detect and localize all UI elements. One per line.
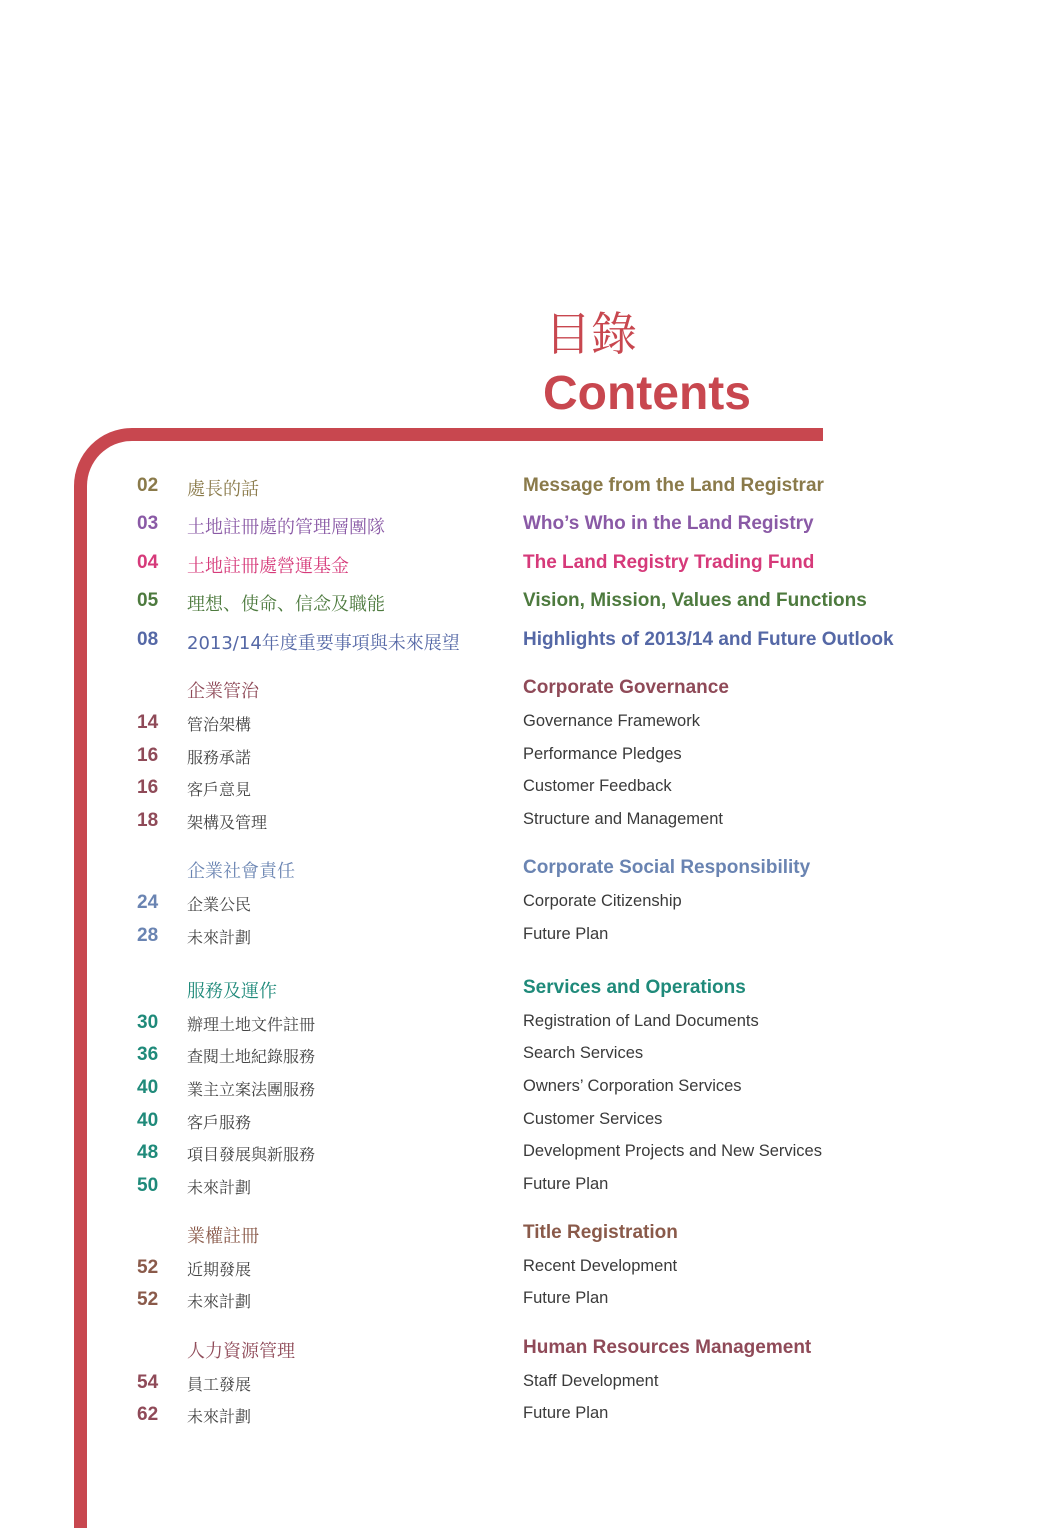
toc-section-heading[interactable] <box>0 1337 1040 1367</box>
entry-title-chinese: 企業社會責任 <box>187 861 295 882</box>
entry-title-english: Vision, Mission, Values and Functions <box>523 590 867 611</box>
entry-title-chinese: 土地註冊處的管理層團隊 <box>187 517 385 538</box>
toc-sub-item[interactable] <box>0 712 1040 742</box>
toc-sub-item[interactable] <box>0 1372 1040 1402</box>
page-number: 02 <box>137 475 159 496</box>
entry-title-english: Owners’ Corporation Services <box>523 1077 742 1095</box>
page-title-english: Contents <box>543 367 751 420</box>
page-number: 16 <box>137 777 159 798</box>
entry-title-english: Message from the Land Registrar <box>523 475 824 496</box>
entry-title-chinese: 2013/14年度重要事項與未來展望 <box>187 633 460 654</box>
page-number: 24 <box>137 892 159 913</box>
toc-main-item[interactable] <box>0 513 1040 543</box>
entry-title-english: Human Resources Management <box>523 1337 812 1358</box>
page-number: 14 <box>137 712 159 733</box>
entry-title-chinese: 近期發展 <box>187 1260 252 1279</box>
entry-title-chinese: 員工發展 <box>187 1375 252 1394</box>
toc-sub-item[interactable] <box>0 1257 1040 1287</box>
toc-sub-item[interactable] <box>0 777 1040 807</box>
toc-sub-item[interactable] <box>0 1044 1040 1074</box>
entry-title-english: Customer Feedback <box>523 777 672 795</box>
toc-sub-item[interactable] <box>0 745 1040 775</box>
entry-title-chinese: 查閱土地紀錄服務 <box>187 1047 316 1066</box>
entry-title-english: The Land Registry Trading Fund <box>523 552 815 573</box>
toc-main-item[interactable] <box>0 590 1040 620</box>
entry-title-english: Corporate Governance <box>523 677 729 698</box>
page-number: 18 <box>137 810 159 831</box>
toc-sub-item[interactable] <box>0 1012 1040 1042</box>
toc-sub-item[interactable] <box>0 1289 1040 1319</box>
page-number: 28 <box>137 925 159 946</box>
entry-title-chinese: 理想、使命、信念及職能 <box>187 594 385 615</box>
entry-title-chinese: 未來計劃 <box>187 928 252 947</box>
page-number: 04 <box>137 552 159 573</box>
toc-sub-item[interactable] <box>0 1142 1040 1172</box>
toc-sub-item[interactable] <box>0 892 1040 922</box>
entry-title-chinese: 服務及運作 <box>187 981 277 1002</box>
entry-title-english: Services and Operations <box>523 977 746 998</box>
toc-main-item[interactable] <box>0 475 1040 505</box>
entry-title-chinese: 服務承諾 <box>187 748 252 767</box>
entry-title-chinese: 未來計劃 <box>187 1407 252 1426</box>
page-number: 16 <box>137 745 159 766</box>
toc-sub-item[interactable] <box>0 1077 1040 1107</box>
entry-title-chinese: 未來計劃 <box>187 1292 252 1311</box>
entry-title-chinese: 人力資源管理 <box>187 1341 295 1362</box>
entry-title-english: Corporate Citizenship <box>523 892 682 910</box>
entry-title-chinese: 未來計劃 <box>187 1178 252 1197</box>
entry-title-chinese: 企業管治 <box>187 681 259 702</box>
entry-title-english: Recent Development <box>523 1257 678 1275</box>
entry-title-chinese: 土地註冊處營運基金 <box>187 556 349 577</box>
toc-section-heading[interactable] <box>0 977 1040 1007</box>
page-number: 08 <box>137 629 159 650</box>
entry-title-english: Development Projects and New Services <box>523 1142 822 1160</box>
toc-section-heading[interactable] <box>0 1222 1040 1252</box>
entry-title-chinese: 辦理土地文件註冊 <box>187 1015 316 1034</box>
page-number: 52 <box>137 1289 159 1310</box>
page-number: 54 <box>137 1372 159 1393</box>
toc-sub-item[interactable] <box>0 810 1040 840</box>
entry-title-english: Structure and Management <box>523 810 723 828</box>
entry-title-english: Title Registration <box>523 1222 678 1243</box>
toc-sub-item[interactable] <box>0 1110 1040 1140</box>
page-title-chinese: 目錄 <box>545 307 637 361</box>
entry-title-chinese: 業主立案法團服務 <box>187 1080 316 1099</box>
page-number: 50 <box>137 1175 159 1196</box>
entry-title-english: Future Plan <box>523 925 609 943</box>
entry-title-english: Highlights of 2013/14 and Future Outlook <box>523 629 894 650</box>
entry-title-english: Search Services <box>523 1044 644 1062</box>
entry-title-english: Who’s Who in the Land Registry <box>523 513 814 534</box>
entry-title-chinese: 客戶服務 <box>187 1113 252 1132</box>
toc-main-item[interactable] <box>0 552 1040 582</box>
page-number: 40 <box>137 1110 159 1131</box>
entry-title-chinese: 企業公民 <box>187 895 252 914</box>
toc-section-heading[interactable] <box>0 677 1040 707</box>
entry-title-english: Corporate Social Responsibility <box>523 857 811 878</box>
toc-sub-item[interactable] <box>0 925 1040 955</box>
entry-title-chinese: 客戶意見 <box>187 780 252 799</box>
entry-title-chinese: 管治架構 <box>187 715 252 734</box>
entry-title-english: Performance Pledges <box>523 745 682 763</box>
entry-title-english: Customer Services <box>523 1110 663 1128</box>
page-number: 30 <box>137 1012 159 1033</box>
page-number: 48 <box>137 1142 159 1163</box>
entry-title-english: Governance Framework <box>523 712 700 730</box>
page-number: 05 <box>137 590 159 611</box>
entry-title-chinese: 項目發展與新服務 <box>187 1145 316 1164</box>
page-number: 40 <box>137 1077 159 1098</box>
entry-title-english: Registration of Land Documents <box>523 1012 759 1030</box>
entry-title-english: Future Plan <box>523 1404 609 1422</box>
entry-title-chinese: 業權註冊 <box>187 1226 259 1247</box>
page-number: 03 <box>137 513 159 534</box>
page-number: 36 <box>137 1044 159 1065</box>
toc-sub-item[interactable] <box>0 1404 1040 1434</box>
entry-title-english: Staff Development <box>523 1372 659 1390</box>
page-number: 62 <box>137 1404 159 1425</box>
toc-sub-item[interactable] <box>0 1175 1040 1205</box>
entry-title-chinese: 處長的話 <box>187 479 259 500</box>
entry-title-english: Future Plan <box>523 1289 609 1307</box>
entry-title-english: Future Plan <box>523 1175 609 1193</box>
toc-section-heading[interactable] <box>0 857 1040 887</box>
entry-title-chinese: 架構及管理 <box>187 813 268 832</box>
page-number: 52 <box>137 1257 159 1278</box>
toc-main-item[interactable] <box>0 629 1040 659</box>
